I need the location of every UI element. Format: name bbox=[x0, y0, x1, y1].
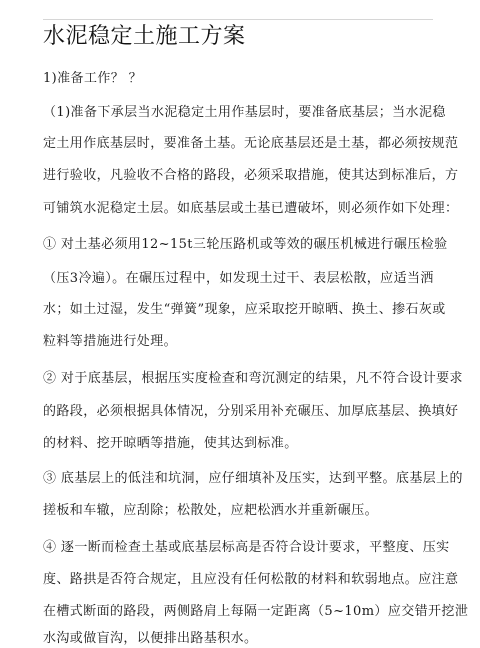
paragraph-1-line-3: 进行验收，凡验收不合格的路段，必须采取措施，使其达到标准后，方 bbox=[43, 168, 459, 183]
paragraph-5-line-3: 在槽式断面的路段，两侧路肩上每隔一定距离（5~10m）应交错开挖泄 bbox=[43, 604, 469, 619]
section-heading: 1)准备工作？ ？ bbox=[43, 71, 143, 86]
paragraph-2-line-3: 水；如土过湿，发生“弹簧”现象，应采取挖开晾晒、换土、掺石灰或 bbox=[43, 302, 446, 317]
paragraph-5-line-2: 度、路拱是否符合规定，且应没有任何松散的材料和软弱地点。应注意 bbox=[43, 572, 459, 587]
paragraph-4-line-1: ③ 底基层上的低洼和坑洞，应仔细填补及压实，达到平整。底基层上的 bbox=[43, 471, 463, 486]
document-title: 水泥稳定土施工方案 bbox=[43, 24, 246, 49]
paragraph-3-line-2: 的路段，必须根据具体情况，分别采用补充碾压、加厚底基层、换填好 bbox=[43, 404, 459, 419]
paragraph-2-line-1: ① 对土基必须用12~15t三轮压路机或等效的碾压机械进行碾压检验 bbox=[43, 237, 448, 252]
paragraph-1-line-1: （1)准备下承层当水泥稳定土用作基层时，要准备底基层；当水泥稳 bbox=[43, 105, 446, 120]
paragraph-1-line-4: 可铺筑水泥稳定土层。如底基层或土基已遭破坏，则必须作如下处理： bbox=[43, 201, 459, 216]
paragraph-3-line-1: ② 对于底基层，根据压实度检查和弯沉测定的结果，凡不符合设计要求 bbox=[43, 371, 463, 386]
paragraph-2-line-2: （压3冷遍）。在碾压过程中，如发现土过干、表层松散，应适当洒 bbox=[43, 271, 434, 286]
top-divider-line bbox=[43, 19, 433, 20]
paragraph-5-line-4: 水沟或做盲沟，以便排出路基积水。 bbox=[43, 631, 258, 646]
paragraph-3-line-3: 的材料、挖开晾晒等措施，使其达到标准。 bbox=[43, 436, 298, 451]
paragraph-1-line-2: 定土用作底基层时，要准备土基。无论底基层还是土基，都必须按规范 bbox=[43, 136, 459, 151]
paragraph-4-line-2: 搓板和车辙，应刮除；松散处，应耙松洒水并重新碾压。 bbox=[43, 503, 379, 518]
paragraph-2-line-4: 粒料等措施进行处理。 bbox=[43, 334, 178, 349]
paragraph-5-line-1: ④ 逐一断而检查土基或底基层标高是否符合设计要求，平整度、压实 bbox=[43, 540, 450, 555]
